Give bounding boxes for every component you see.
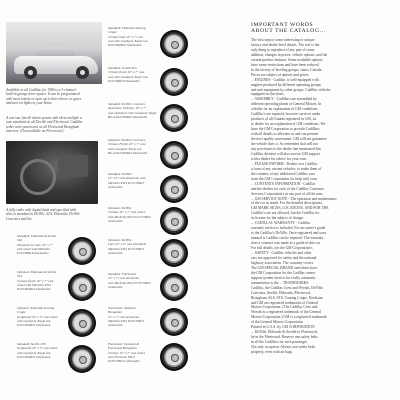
caption-line: P225/60R16 blackwalls. — [17, 251, 50, 256]
wheel-option-caption — [108, 206, 151, 223]
article-line: the next quality assessment. GM will not guarantee — [251, 137, 327, 142]
article-line: to dealer for an explanation of GM conditions. We — [251, 122, 326, 127]
caption-line: Aluminum 16 finish, 16" x 7" — [108, 106, 147, 111]
caption-line: whitewalls. — [108, 184, 123, 189]
article-line: GM MARK SIGNS, LOCATIONS, AND FOR THE — [251, 206, 329, 211]
article-line: Not only an option. Always use safety belts — [251, 345, 316, 350]
wheel-hub — [171, 250, 179, 258]
article-line: support system service for a fully automatic — [251, 275, 316, 280]
article-line: ... PLEASE INFORM - Dealers in a Cadillac — [251, 161, 318, 166]
center-console — [58, 155, 88, 177]
article-line: of the General Motors Corporation. — [251, 320, 304, 325]
article-line: and unit equipment by other groups. Cadillac vehicles — [251, 87, 331, 92]
article-line: does a contract was made as a guide of this car. — [251, 241, 321, 246]
caption-line: cast with Goodyear Eagle GA — [108, 38, 148, 43]
article-line: Motors Corporation. (The Cadillac Crest and — [251, 305, 318, 310]
article-line: with a dealer for advice for your own. — [251, 156, 307, 161]
caption-line: Optional: DeVille — [108, 238, 132, 242]
article-line: Concours, Seville, Eldorado, Fleetwood, — [251, 290, 311, 295]
article-line: Wreath is a registered trademark of the General — [251, 310, 321, 315]
wheel-image — [160, 141, 188, 169]
caption-line: Standard: DeVille — [108, 172, 132, 176]
article-line: Motors Corporation.) GM is a registered trademark — [251, 315, 327, 320]
wheel-hub — [171, 319, 179, 327]
article-line: Cadillac, the Cadillac Crest and Wreath, DeVille, — [251, 285, 324, 290]
garage-car-photo — [6, 22, 102, 84]
wheel-image — [160, 30, 188, 58]
caption-line: Lace 15" x 6" cast aluminum — [108, 242, 147, 247]
caption-line: RS-A P225/60R16 blackwalls. — [108, 114, 148, 119]
caption-line: Fleetwood: Optional & — [108, 342, 139, 346]
article-line: addition, changes in prices, vehicle options, and the — [251, 52, 328, 57]
caption-line: RS-A P225/60R16 blackwalls. — [108, 150, 148, 155]
article-line: Services Corporation's in any part of all the area, — [251, 191, 324, 196]
wheel-image — [68, 273, 96, 301]
dashboard-photo — [6, 141, 98, 204]
article-line: only thing to reproduce if any part of some — [251, 47, 315, 52]
article-line: Prices are subject of options and prices. — [251, 72, 310, 77]
caption-line: Sculptured 16" x 7" cast wheel — [17, 314, 58, 319]
caption-line: Chrome finish 16" x 7" cast — [17, 278, 54, 283]
caption-line: P225/60ZR16 blackwalls. — [17, 354, 52, 359]
wheel-option-caption — [108, 272, 151, 289]
caption-line: Diamond cut cast, 16" x 7" — [17, 242, 53, 247]
caption-line: with Michelin XW4 P235/70R15 — [108, 280, 151, 285]
wheel-image — [160, 175, 188, 203]
steering-wheel — [20, 159, 56, 195]
article-line: of the car as noted. For the detailed descriptions, — [251, 201, 323, 206]
article-line: properly, even with air bags. — [251, 350, 293, 355]
caption-line: with most remote to open up to three doors, or gates — [6, 96, 82, 101]
article-line: in all the Cadillacs for each passenger. — [251, 340, 308, 345]
wheel-hub — [171, 284, 179, 292]
caption-line: with Goodyear Eagle GA — [17, 318, 51, 323]
caption-line: Michelin XW4 P215/70R15 — [108, 180, 145, 185]
article-line: have some restrictions and have been reduced — [251, 62, 319, 67]
caption-line: with Goodyear Eagle GA — [108, 146, 142, 151]
caption-line: cast wheel with Michelin — [17, 246, 50, 251]
caption-line: Chrome finish 16" x 7" cast — [108, 70, 145, 75]
wheel-option-caption — [108, 102, 156, 119]
wheel-option-caption — [108, 306, 144, 327]
caption-line: Standard: Eldorado & Seville — [17, 234, 57, 238]
wheel-image — [160, 273, 188, 301]
article-line: The GM SPECIAL BRAND and others have — [251, 265, 318, 270]
caption-line: with Michelin XW4 P215/70R15 — [108, 214, 151, 219]
article-line: equipped on this basis. — [251, 92, 285, 97]
article-line: ... ASSEMBLY - Cadillacs are assembled by — [251, 97, 317, 102]
article-line: transmission is the ... TRADEMARKS — [251, 280, 309, 285]
article-body — [251, 38, 389, 355]
caption-line: Fleetwood: Optional — [108, 306, 136, 310]
caption-line: tone standard on all Deville and Fleetwood. Cadillac — [6, 120, 83, 125]
wheel-image — [160, 239, 188, 267]
article-line: cars are approved for safety and the national — [251, 255, 317, 260]
wheel-hub — [79, 320, 87, 328]
article-line: the vehicle does it. So remember that will not — [251, 142, 319, 147]
wheel-hub — [171, 152, 179, 160]
wheel-option-caption — [17, 306, 57, 327]
article-line: different operating plants of General Motors. In — [251, 102, 322, 107]
article-title — [251, 22, 387, 35]
article-line: Cadillac division will also service GM support — [251, 151, 320, 156]
article-line: current product features. Some available options — [251, 57, 323, 62]
article-line: ... CADILLAC WARRANTY - Cadillac — [251, 221, 311, 226]
wheel-hub — [79, 248, 87, 256]
article-line: warranty service is included. For an owner's guide — [251, 226, 326, 231]
caption-line: P235/70R15 whitewalls. — [108, 359, 141, 364]
wheel-hub — [171, 354, 179, 362]
caption-line: Optional: DeVille — [108, 206, 132, 210]
garage-opener-caption — [6, 88, 81, 106]
article-line: ... SAFETY - Cadillac vehicles and other — [251, 250, 312, 255]
caption-line: Brougham — [108, 310, 122, 315]
wheel-option-caption — [108, 342, 145, 363]
article-line: any provisions to the dealer that mentioned this — [251, 146, 321, 151]
caption-line: Chrome 15" x 7" cast wheel — [108, 350, 145, 355]
caption-line: whitewalls. — [108, 250, 123, 255]
wheel-hub — [171, 186, 179, 194]
caption-line: Standard: Eldorado Touring — [108, 26, 146, 30]
caption-line: SLS — [17, 238, 23, 243]
article-line: producer of all Canada registered in GM, its — [251, 117, 317, 122]
article-line: the GM Corporation for the Cadillac owner — [251, 270, 316, 275]
wheel-option-caption — [108, 26, 148, 47]
caption-line: Chrome Finish 16" x 7" cast — [108, 142, 146, 147]
article-line: be in the Fleetwood. Reserve one safety belts — [251, 335, 318, 340]
caption-line: cast aluminum with Goodyear Eagle — [108, 110, 157, 115]
article-line: a form of any current vehicles, to make them of — [251, 166, 322, 171]
wheel-image — [160, 343, 188, 371]
article-line: ... CONTENTS INFORMATION - Cadillac — [251, 181, 316, 186]
wheel-hub — [171, 41, 179, 49]
caption-line: Fleetwood Brougham — [108, 346, 137, 351]
article-line: ... DeVille, Eldorado & Seville to Fleetwood, — [251, 330, 318, 335]
wheel-image — [68, 237, 96, 265]
article-line: highway association. The warranty covers. — [251, 260, 315, 265]
wheel-option-caption — [108, 66, 148, 83]
wheel-image — [160, 104, 188, 132]
article-line: For full details, see the GM Corporation's — [251, 246, 313, 251]
wheel-option-caption — [108, 238, 146, 255]
alarm-caption — [6, 116, 83, 134]
wheel-image — [160, 68, 188, 96]
article-line: Brougham, SLS, STS, Touring Coupe, Northstar, — [251, 295, 324, 300]
article-line: to the Cadillac's DeVille. Once registered and your — [251, 231, 326, 236]
caption-line: Standard: DeVille Concours — [108, 102, 146, 106]
car-rear-wheel — [76, 66, 89, 79]
caption-line: whitewalls. — [108, 323, 123, 328]
title-line: IMPORTANT WORDS — [251, 22, 314, 28]
caption-line: Concours and the. — [6, 216, 33, 221]
caption-line: Optional: Eldorado & Seville — [17, 270, 57, 274]
wheel-image — [160, 207, 188, 235]
article-line: Cadillac's are repaired, however services under — [251, 112, 321, 117]
caption-line: slots is standard in DeVille, SLS, Eldorado, DeVille — [6, 212, 81, 217]
wheel-image — [68, 345, 96, 373]
caption-line: whitewalls. — [108, 218, 123, 223]
wheel-hub — [171, 218, 179, 226]
caption-line: P225/60ZR16 blackwalls. — [108, 43, 143, 48]
caption-line: with Firestone FR-3 — [108, 354, 135, 359]
caption-line: tether anti-system and on all Fleetwood Brougham — [6, 124, 80, 129]
article-line: ... GM SERVICE NOTE - The operation and maintenance — [251, 196, 337, 201]
caption-line: Standard: Fleetwood — [108, 272, 136, 276]
caption-line: Available in all Cadillac for 1996 is a 3-channel — [6, 88, 76, 92]
article-line: the contents of any additional Cadillac care — [251, 171, 315, 176]
article-line: a dealer for an explanation of GM conditions. — [251, 107, 319, 112]
wheel-option-caption — [17, 270, 56, 291]
wheel-option-caption — [17, 342, 57, 359]
radio-caption — [6, 208, 80, 221]
article-line: its license for the subject of change. — [251, 216, 304, 221]
wheel-image — [160, 308, 188, 336]
article-line: The first step to some interesting or unique — [251, 38, 315, 42]
caption-line: with Goodyear Eagle GA — [17, 350, 51, 355]
wheel-option-caption — [108, 172, 145, 189]
caption-line: Chrome both 16" x 7" cast — [108, 34, 143, 39]
caption-line: Chrome 16" x 7" cast wheel, — [108, 210, 146, 215]
caption-line: Optional: DeVille Concours — [108, 138, 146, 142]
caption-line: P225/60ZR16 blackwalls. — [17, 287, 52, 292]
wheel-hub — [171, 115, 179, 123]
article-line: with all details to alleviate us and can present — [251, 132, 318, 137]
caption-line: Coupe — [17, 310, 26, 315]
article-line: ... ENGINES - Cadillac is well-equipped with — [251, 77, 319, 82]
article-line: manual is Cadillac can be repaired. The warranty — [251, 236, 324, 241]
wheel-hub — [171, 79, 179, 87]
caption-line: Standard: Seville SLS — [108, 66, 137, 70]
caption-line: 15" x 7" cast aluminum — [108, 276, 139, 281]
wheel-option-caption — [17, 234, 56, 255]
wheel-hub — [79, 284, 87, 292]
article-line: have the GM Corporation to provide Cadillacs — [251, 127, 320, 132]
caption-line: Michelin XW4 P215/70R15 — [108, 246, 145, 251]
caption-line: Standard: Seville STS — [17, 342, 46, 346]
article-line: engines produced by different operating groups — [251, 82, 321, 87]
caption-line: SLS — [17, 274, 23, 279]
article-line: and the dealers for each of the Cadillac Customer — [251, 186, 324, 191]
caption-line: wheel with Michelin XW4 — [17, 282, 51, 287]
caption-line: 15" x 7" cast aluminum, — [108, 314, 140, 319]
car-front-wheel — [24, 66, 37, 79]
article-line: from the GM Corporation for help with your — [251, 176, 317, 181]
article-line: factory and dealer-level details. The text is the — [251, 42, 320, 47]
caption-line: Sculptured 16" x 7" cast wheel — [17, 346, 58, 351]
wheel-image — [68, 309, 96, 337]
caption-line: and turn on lights in your home. — [6, 101, 53, 106]
caption-line: whitewalls. — [108, 284, 123, 289]
caption-line: A fully radio with digital dash and specified with — [6, 208, 77, 212]
caption-line: A one-size fits-all alarm system with sheet multiple a — [6, 116, 82, 120]
title-line: ABOUT THE CATALOG... — [251, 28, 326, 35]
caption-line: built-in garage door opener. It can be programmed — [6, 92, 80, 97]
caption-line: Coupe — [108, 30, 117, 35]
caption-line: Michelin XW4 P235/70R15 — [108, 318, 145, 323]
article-line: Cadillac's are not allowed, but the Cadillac for — [251, 211, 320, 216]
wheel-hub — [79, 356, 87, 364]
caption-line: cast with Goodyear Eagle GA — [108, 74, 148, 79]
caption-line: interiors. (Not available on Fleetwood.) — [6, 129, 64, 134]
caption-line: Optional: Eldorado Touring — [17, 306, 55, 310]
caption-line: P225/60ZR16 blackwalls. — [17, 323, 52, 328]
article-line: and GM are registered trademarks of General — [251, 300, 318, 305]
wheel-option-caption — [108, 138, 148, 155]
caption-line: 15" x 6" cast aluminum with — [108, 176, 146, 181]
article-line: in the factory of leveling groups, states, Canada — [251, 67, 322, 72]
article-line: Printed in U.S.A. by GM CORPORATION — [251, 325, 315, 330]
caption-line: P225/60R16 blackwalls. — [108, 78, 141, 83]
